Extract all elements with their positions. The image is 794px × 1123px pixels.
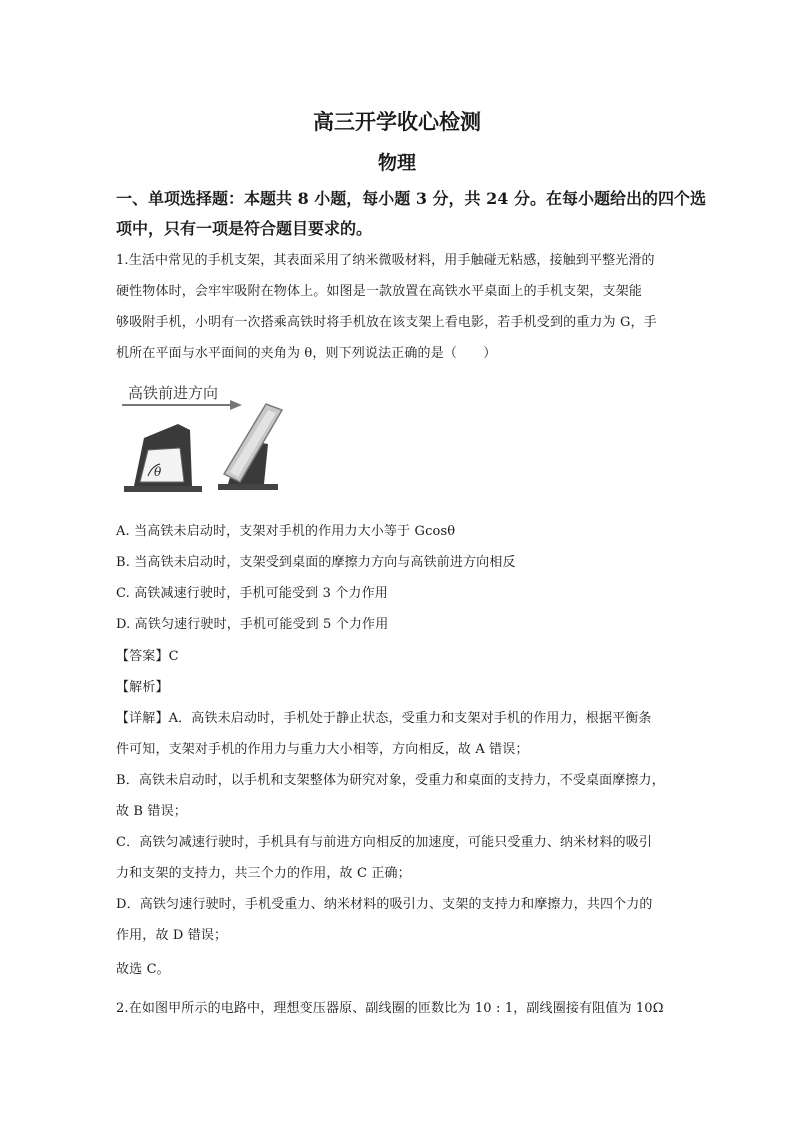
direction-arrow-head [230,400,242,410]
q1-option-b: B. 当高铁未启动时，支架受到桌面的摩擦力方向与高铁前进方向相反 [116,555,516,570]
arrow-label: 高铁前进方向 [128,384,219,402]
right-stand-base [218,484,278,490]
detail-line-4: 故 B 错误； [116,804,187,819]
answer-tag: 【答案】 [116,649,169,664]
detail-conclusion: 故选 C。 [116,962,170,977]
answer-value: C [168,649,179,664]
detail-line-3: B．高铁未启动时，以手机和支架整体为研究对象，受重力和桌面的支持力，不受桌面摩擦力， [116,773,665,788]
page-title: 高三开学收心检测 [313,109,481,134]
q2-stem-line-1: 2.在如图甲所示的电路中，理想变压器原、副线圈的匝数比为 10 : 1，副线圈接有阻值为 10Ω [116,1001,664,1016]
q1-option-c: C. 高铁减速行驶时，手机可能受到 3 个力作用 [116,586,388,601]
q1-stem-line-3: 够吸附手机，小明有一次搭乘高铁时将手机放在该支架上看电影，若手机受到的重力为 G，手 [116,315,657,330]
detail-line-6: 力和支架的支持力，共三个力的作用，故 C 正确； [116,866,411,881]
section-heading-line-1: 一、单项选择题：本题共 8 小题，每小题 3 分，共 24 分。在每小题给出的四个选 [116,189,706,208]
detail-line-1 [116,707,652,726]
q1-stem-line-1: 1.生活中常见的手机支架，其表面采用了纳米微吸材料，用手触碰无粘感，接触到平整光滑的 [116,253,655,268]
section-heading-line-2: 项中，只有一项是符合题目要求的。 [116,219,373,238]
q1-stem-line-2: 硬性物体时，会牢牢吸附在物体上。如图是一款放置在高铁水平桌面上的手机支架，支架能 [116,284,643,299]
subject-heading: 物理 [377,152,416,174]
left-stand-base [124,486,202,492]
detail-text-1: A．高铁未启动时，手机处于静止状态，受重力和支架对手机的作用力，根据平衡条 [168,711,652,726]
angle-label: θ [154,465,162,479]
detail-line-8: 作用，故 D 错误； [116,928,228,943]
detail-tag: 【详解】 [116,711,169,726]
q1-stem-line-4: 机所在平面与水平面间的夹角为 θ，则下列说法正确的是（ ） [116,346,497,361]
answer-line [116,645,179,664]
analysis-tag: 【解析】 [116,680,169,695]
detail-line-2: 件可知，支架对手机的作用力与重力大小相等，方向相反，故 A 错误； [116,742,529,757]
phone-stand-figure [118,378,296,496]
detail-line-7: D．高铁匀速行驶时，手机受重力、纳米材料的吸引力、支架的支持力和摩擦力，共四个力的 [116,897,653,912]
q1-option-d: D. 高铁匀速行驶时，手机可能受到 5 个力作用 [116,617,389,632]
detail-line-5: C．高铁匀减速行驶时，手机具有与前进方向相反的加速度，可能只受重力、纳米材料的吸引 [116,835,653,850]
q1-option-a: A. 当高铁未启动时，支架对手机的作用力大小等于 Gcosθ [116,524,456,539]
phone-stand-illustration [118,378,296,496]
